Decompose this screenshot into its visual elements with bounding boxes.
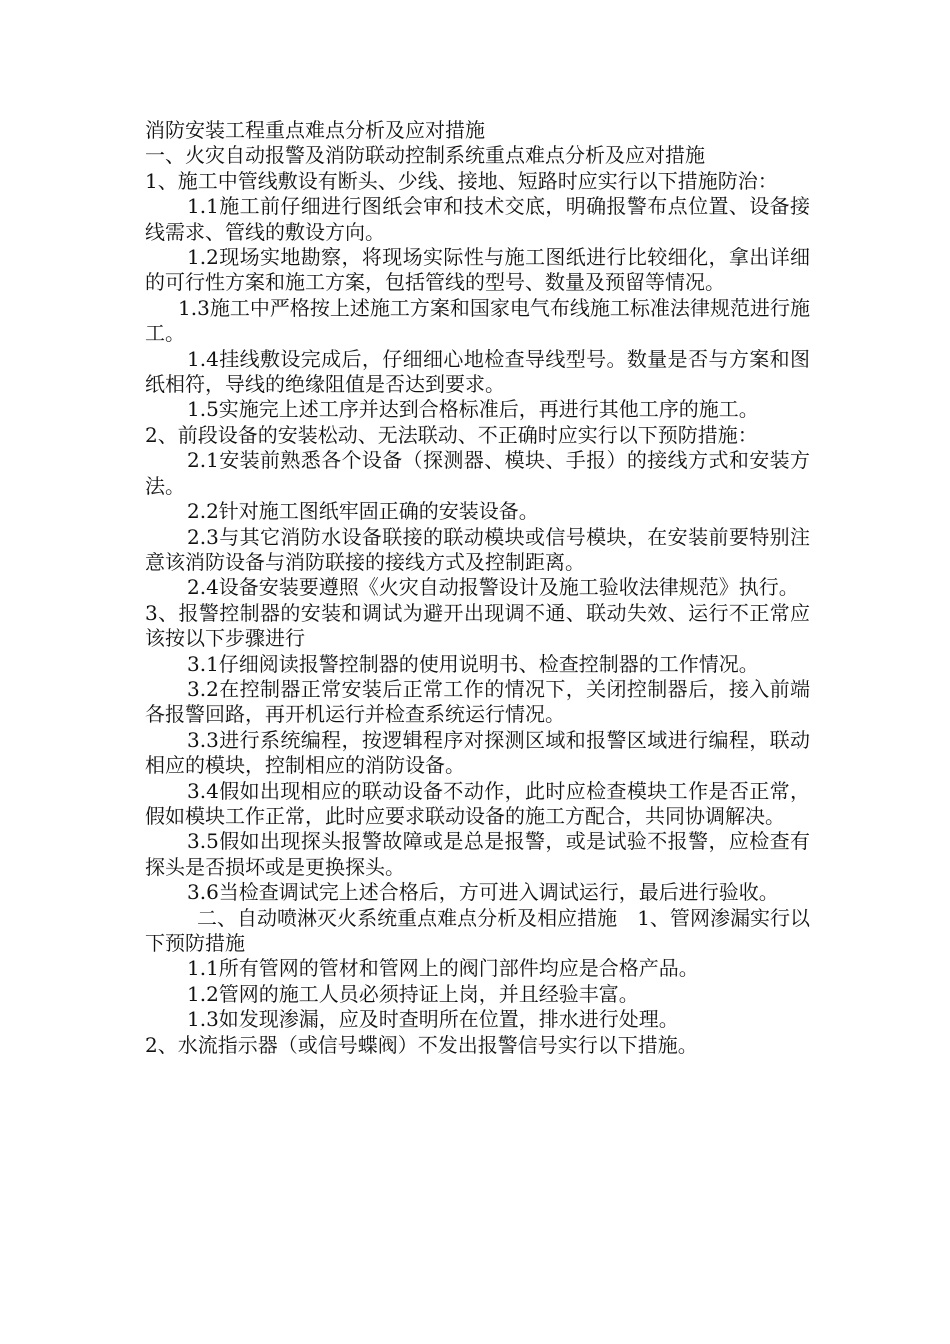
paragraph: 2.1安装前熟悉各个设备（探测器、模块、手报）的接线方式和安装方法。: [145, 448, 810, 498]
paragraph: 1.2现场实地勘察，将现场实际性与施工图纸进行比较细化，拿出详细的可行性方案和施工方案，包括管线的型号、数量及预留等情况。: [145, 245, 810, 295]
paragraph: 二、自动喷淋灭火系统重点难点分析及相应措施 1、管网渗漏实行以下预防措施: [145, 905, 810, 955]
paragraph: 3.1仔细阅读报警控制器的使用说明书、检查控制器的工作情况。: [187, 651, 759, 676]
paragraph-list: [145, 143, 810, 1058]
paragraph: 一、火灾自动报警及消防联动控制系统重点难点分析及应对措施: [145, 143, 705, 168]
paragraph: 2.3与其它消防水设备联接的联动模块或信号模块，在安装前要特别注意该消防设备与消防联接的接线方式及控制距离。: [145, 524, 810, 574]
paragraph: 1.5实施完上述工序并达到合格标准后，再进行其他工序的施工。: [187, 397, 759, 422]
paragraph: 3.6当检查调试完上述合格后，方可进入调试运行，最后进行验收。: [187, 880, 779, 905]
paragraph: 3.4假如出现相应的联动设备不动作，此时应检查模块工作是否正常，假如模块工作正常，此时应要求联动设备的施工方配合，共同协调解决。: [145, 778, 810, 828]
document-body: [145, 118, 810, 1058]
paragraph: 1.3如发现渗漏，应及时查明所在位置，排水进行处理。: [187, 1007, 679, 1032]
paragraph: 3.5假如出现探头报警故障或是总是报警，或是试验不报警，应检查有探头是否损坏或是更换探头。: [145, 829, 810, 879]
paragraph: 3.2在控制器正常安装后正常工作的情况下，关闭控制器后，接入前端各报警回路，再开机运行并检查系统运行情况。: [145, 676, 810, 727]
paragraph: 2.2针对施工图纸牢固正确的安装设备。: [187, 499, 539, 524]
paragraph: 1.3施工中严格按上述施工方案和国家电气布线施工标准法律规范进行施工。: [145, 295, 810, 346]
paragraph: 2.4设备安装要遵照《火灾自动报警设计及施工验收法律规范》执行。: [187, 575, 799, 600]
paragraph: 1.1施工前仔细进行图纸会审和技术交底，明确报警布点位置、设备接线需求、管线的敷设方向。: [145, 194, 810, 244]
document-title: 消防安装工程重点难点分析及应对措施: [145, 118, 485, 142]
paragraph: 2、水流指示器（或信号蝶阀）不发出报警信号实行以下措施。: [145, 1032, 698, 1057]
paragraph: 2、前段设备的安装松动、无法联动、不正确时应实行以下预防措施：: [145, 422, 758, 447]
paragraph: 3、报警控制器的安装和调试为避开出现调不通、联动失效、运行不正常应该按以下步骤进行: [145, 600, 810, 651]
paragraph: 1.1所有管网的管材和管网上的阀门部件均应是合格产品。: [187, 956, 699, 981]
paragraph: 1.2管网的施工人员必须持证上岗，并且经验丰富。: [187, 981, 639, 1006]
paragraph: 1.4挂线敷设完成后，仔细细心地检查导线型号。数量是否与方案和图纸相符，导线的绝缘阻值是否达到要求。: [145, 346, 810, 397]
paragraph: 3.3进行系统编程，按逻辑程序对探测区域和报警区域进行编程，联动相应的模块，控制相应的消防设备。: [145, 727, 810, 778]
paragraph: 1、施工中管线敷设有断头、少线、接地、短路时应实行以下措施防治：: [145, 168, 778, 193]
